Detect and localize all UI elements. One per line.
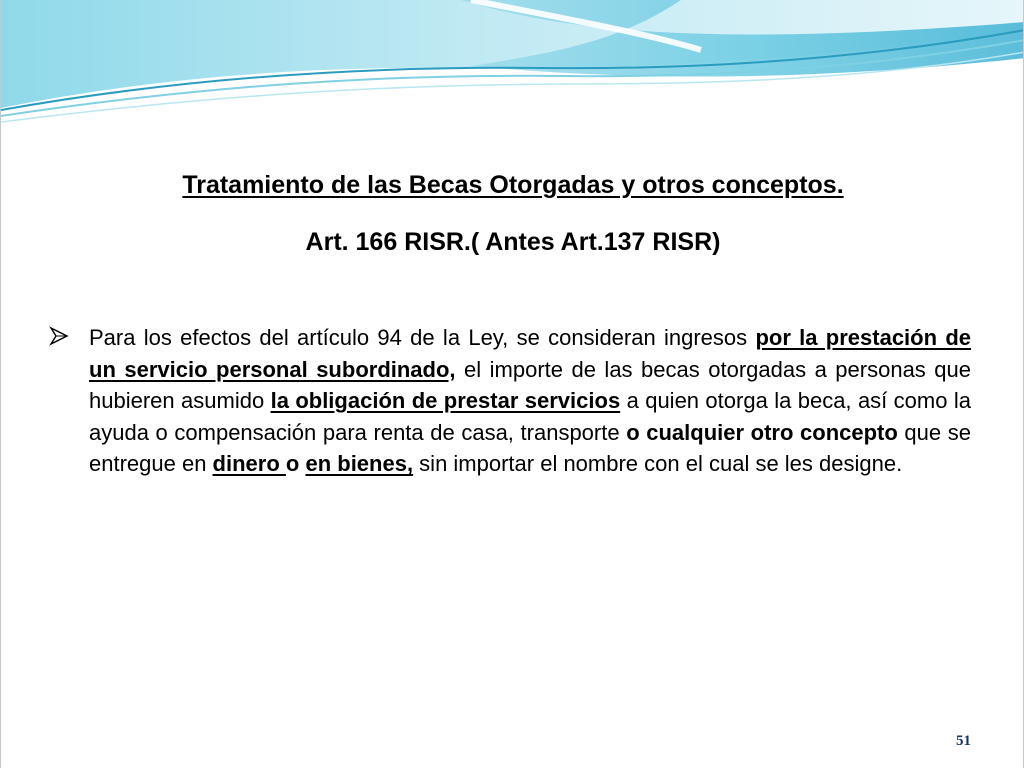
bullet-paragraph xyxy=(89,322,971,480)
paragraph-run: o cualquier otro concepto xyxy=(626,419,898,445)
page-number: 51 xyxy=(956,733,971,749)
paragraph-run: por la prestación de un servicio personal subordinado, xyxy=(89,325,971,382)
paragraph-run: Para los efectos del artículo 94 de la Ley, se consideran ingresos xyxy=(89,325,756,350)
paragraph-run: la obligación de prestar servicios xyxy=(270,388,621,413)
paragraph-run: dinero xyxy=(212,451,286,476)
slide-title: Tratamiento de las Becas Otorgadas y otros conceptos. xyxy=(182,171,844,199)
paragraph-run: el importe de las becas otorgadas a personas que hubieren asumido xyxy=(89,356,971,413)
paragraph-run: que se entregue en xyxy=(89,419,971,476)
bullet-item xyxy=(49,322,971,480)
paragraph-run: sin importar el nombre con el cual se les designe. xyxy=(413,451,903,476)
title-block xyxy=(1,168,1024,259)
paragraph-run: en bienes, xyxy=(305,451,414,476)
slide-subtitle: Art. 166 RISR.( Antes Art.137 RISR) xyxy=(305,228,721,256)
header-wave-decoration xyxy=(1,0,1024,125)
arrow-bullet-icon xyxy=(49,326,89,351)
paragraph-run: a quien otorga la beca, así como la ayuda o compensación para renta de casa, transporte xyxy=(89,388,971,445)
paragraph-run: o xyxy=(285,451,300,476)
